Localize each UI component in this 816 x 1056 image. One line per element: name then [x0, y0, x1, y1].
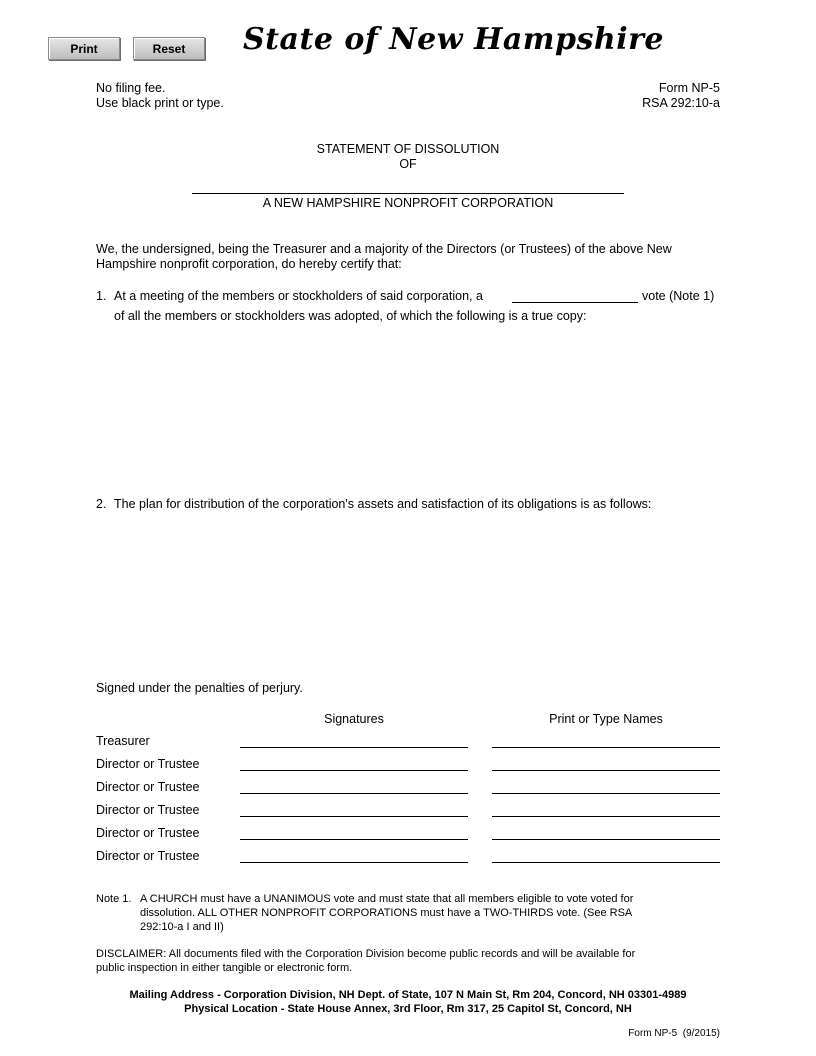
director-name-field[interactable]	[492, 779, 720, 794]
item-1-note-ref: vote (Note 1)	[642, 289, 715, 303]
director-name-field[interactable]	[492, 848, 720, 863]
physical-location: Physical Location - State House Annex, 3rd Floor, Rm 317, 25 Capitol St, Concord, NH	[184, 1003, 632, 1015]
state-title: State of New Hampshire	[243, 22, 664, 57]
signatures-column-header: Signatures	[324, 712, 384, 726]
note-1-label: Note 1.	[96, 893, 132, 905]
print-button[interactable]: Print	[48, 37, 120, 60]
signature-line	[240, 793, 468, 794]
form-version: Form NP-5 (9/2015)	[628, 1028, 720, 1039]
names-column-header: Print or Type Names	[549, 712, 663, 726]
signature-line	[240, 862, 468, 863]
doc-title: STATEMENT OF DISSOLUTION	[316, 142, 500, 156]
corporation-name-field[interactable]	[192, 179, 624, 194]
distribution-plan-field[interactable]	[114, 518, 724, 672]
item-1-number: 1.	[96, 289, 107, 303]
intro-line-2: Hampshire nonprofit corporation, do hereby certify that:	[96, 257, 402, 271]
director-name-field[interactable]	[492, 825, 720, 840]
filing-fee-note: No filing fee.	[96, 81, 166, 95]
director-name-field[interactable]	[492, 756, 720, 771]
item-1-text: At a meeting of the members or stockholders of said corporation, a	[114, 289, 483, 303]
treasurer-name-field[interactable]	[492, 733, 720, 748]
rsa-reference: RSA 292:10-a	[642, 96, 720, 110]
signer-label-director: Director or Trustee	[96, 803, 200, 817]
note-1-line-2: dissolution. ALL OTHER NONPROFIT CORPORATIONS must have a TWO-THIRDS vote. (See RSA	[140, 907, 633, 919]
signature-line	[240, 839, 468, 840]
form-number: Form NP-5	[658, 81, 720, 95]
signature-line	[240, 747, 468, 748]
item-1-line-2: of all the members or stockholders was adopted, of which the following is a true copy:	[114, 309, 587, 323]
resolution-copy-field[interactable]	[114, 330, 724, 489]
signature-line	[240, 816, 468, 817]
perjury-statement: Signed under the penalties of perjury.	[96, 681, 303, 695]
doc-subtitle: A NEW HAMPSHIRE NONPROFIT CORPORATION	[262, 196, 554, 210]
disclaimer-line-1: DISCLAIMER: All documents filed with the Corporation Division become public records and will be available for	[96, 948, 636, 960]
item-2-number: 2.	[96, 497, 107, 511]
signer-label-director: Director or Trustee	[96, 849, 200, 863]
note-1-line-3: 292:10-a I and II)	[140, 921, 224, 933]
note-1-line-1: A CHURCH must have a UNANIMOUS vote and must state that all members eligible to vote voted for	[140, 893, 634, 905]
print-instruction: Use black print or type.	[96, 96, 224, 110]
signer-label-treasurer: Treasurer	[96, 734, 150, 748]
intro-line-1: We, the undersigned, being the Treasurer and a majority of the Directors (or Trustees) of the above New	[96, 242, 672, 256]
signer-label-director: Director or Trustee	[96, 826, 200, 840]
reset-button[interactable]: Reset	[133, 37, 205, 60]
doc-title-of: OF	[399, 157, 417, 171]
mailing-address: Mailing Address - Corporation Division, NH Dept. of State, 107 N Main St, Rm 204, Concord, NH 03301-4989	[129, 989, 687, 1001]
item-2-text: The plan for distribution of the corporation's assets and satisfaction of its obligations is as follows:	[114, 497, 652, 511]
disclaimer-line-2: public inspection in either tangible or electronic form.	[96, 962, 353, 974]
signature-line	[240, 770, 468, 771]
vote-type-field[interactable]	[512, 288, 638, 303]
signer-label-director: Director or Trustee	[96, 757, 200, 771]
director-name-field[interactable]	[492, 802, 720, 817]
signer-label-director: Director or Trustee	[96, 780, 200, 794]
